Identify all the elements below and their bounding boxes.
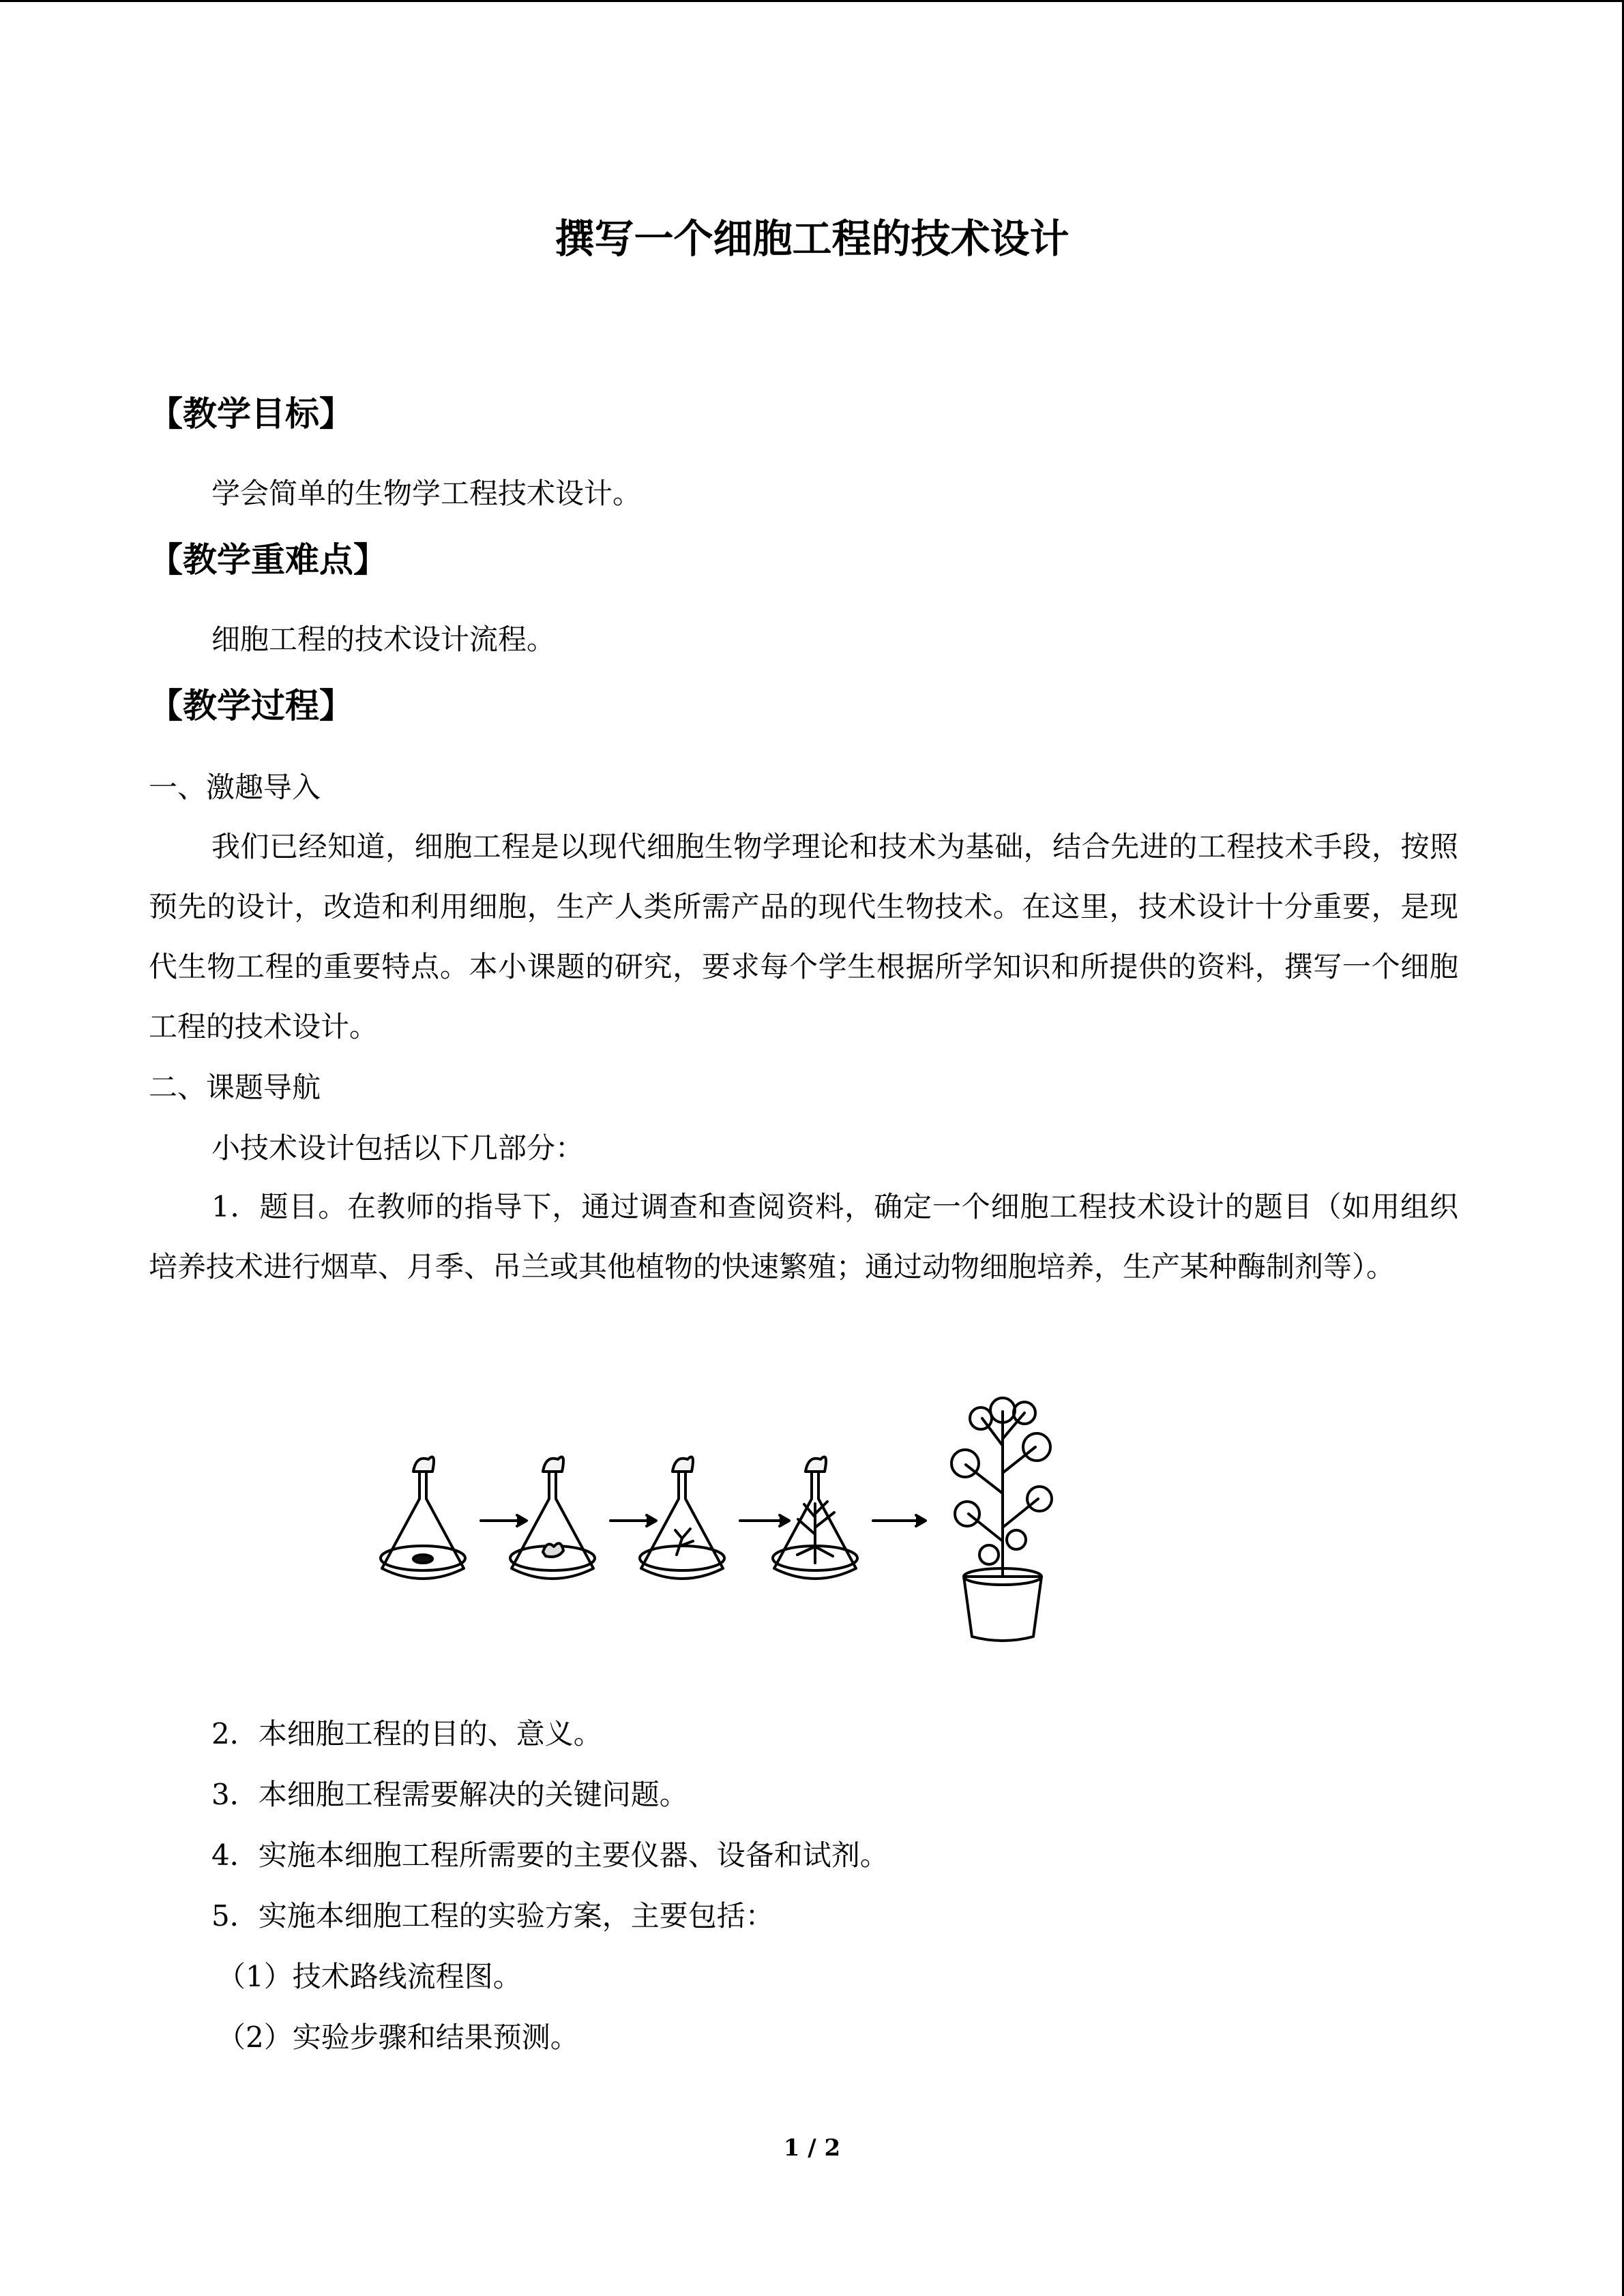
- key-points-text: 细胞工程的技术设计流程。: [211, 623, 556, 656]
- intro-paragraph: 我们已经知道，细胞工程是以现代细胞生物学理论和技术为基础，结合先进的工程技术手段，按照预先的设计，改造和利用细胞，生产人类所需产品的现代生物技术。在这里，技术设计十分重要，是现代生物工程的重要特点。本小课题的研究，要求每个学生根据所学知识和所提供的资料，撰写一个细胞工程的技术设计。: [149, 830, 1458, 1043]
- potted-plant-icon: [951, 1398, 1052, 1641]
- heading-process: 【教学过程】: [149, 686, 353, 726]
- guide-heading: 二、课题导航: [149, 1071, 321, 1104]
- guide-subitem-1: （1）技术路线流程图。: [217, 1960, 522, 1993]
- flask-1-icon: [381, 1457, 465, 1579]
- guide-item-1: 1．题目。在教师的指导下，通过调查和查阅资料，确定一个细胞工程技术设计的题目（如用组织培养技术进行烟草、月季、吊兰或其他植物的快速繁殖；通过动物细胞培养，生产某种酶制剂等）。: [149, 1190, 1458, 1283]
- objective-text: 学会简单的生物学工程技术设计。: [211, 477, 642, 510]
- guide-item-5: 5．实施本细胞工程的实验方案，主要包括：: [211, 1899, 774, 1933]
- guide-lead: 小技术设计包括以下几部分：: [211, 1131, 585, 1165]
- intro-heading: 一、激趣导入: [149, 771, 321, 804]
- page-title: 撰写一个细胞工程的技术设计: [555, 215, 1069, 262]
- guide-item-2: 2．本细胞工程的目的、意义。: [211, 1717, 602, 1750]
- top-border: [0, 0, 1624, 2]
- guide-item-4: 4．实施本细胞工程所需要的主要仪器、设备和试剂。: [211, 1838, 889, 1872]
- guide-subitem-2: （2）实验步骤和结果预测。: [217, 2021, 579, 2054]
- page-number: 1 / 2: [783, 2134, 841, 2162]
- tissue-culture-figure: [368, 1384, 1084, 1650]
- guide-item-3: 3．本细胞工程需要解决的关键问题。: [211, 1778, 688, 1811]
- heading-objective: 【教学目标】: [149, 394, 353, 434]
- heading-key-points: 【教学重难点】: [149, 540, 387, 580]
